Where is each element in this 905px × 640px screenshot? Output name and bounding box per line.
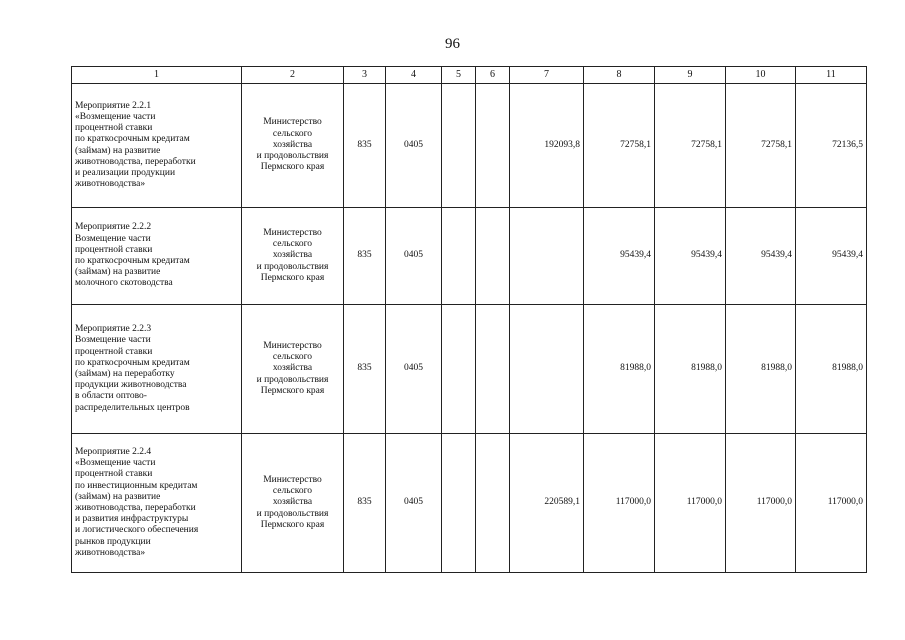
ministry-code-cell: 835	[344, 305, 386, 434]
ministry-code-cell: 835	[344, 84, 386, 208]
section-code-cell: 0405	[386, 434, 442, 573]
column-header: 7	[510, 67, 584, 84]
value-cell: 192093,8	[510, 84, 584, 208]
target-article-cell	[442, 84, 476, 208]
table-row	[72, 305, 867, 434]
section-code-cell: 0405	[386, 84, 442, 208]
value-cell: 117000,0	[655, 434, 726, 573]
value-cell: 72758,1	[655, 84, 726, 208]
page-number: 96	[445, 36, 460, 52]
budget-table	[71, 66, 867, 573]
executor-cell: Министерство сельского хозяйства и продовольствия Пермского края	[242, 434, 344, 573]
target-article-cell	[442, 434, 476, 573]
column-header: 1	[72, 67, 242, 84]
value-cell: 117000,0	[796, 434, 867, 573]
expense-type-cell	[476, 208, 510, 305]
column-header: 8	[584, 67, 655, 84]
value-cell: 95439,4	[796, 208, 867, 305]
column-header: 3	[344, 67, 386, 84]
column-header: 9	[655, 67, 726, 84]
column-header: 5	[442, 67, 476, 84]
header-row	[72, 67, 867, 84]
measure-name-cell: Мероприятие 2.2.3 Возмещение части процентной ставки по краткосрочным кредитам (займам) на переработку продукции животноводства в области оптово- распределительных центров	[72, 305, 242, 434]
column-header: 6	[476, 67, 510, 84]
expense-type-cell	[476, 84, 510, 208]
measure-name-cell: Мероприятие 2.2.4 «Возмещение части процентной ставки по инвестиционным кредитам (займам) на развитие животноводства, переработки и развития инфраструктуры и логистического обеспечения рынков продукции животноводства»	[72, 434, 242, 573]
table-row	[72, 434, 867, 573]
executor-cell: Министерство сельского хозяйства и продовольствия Пермского края	[242, 84, 344, 208]
target-article-cell	[442, 305, 476, 434]
value-cell: 72758,1	[726, 84, 796, 208]
measure-name-cell: Мероприятие 2.2.1 «Возмещение части процентной ставки по краткосрочным кредитам (займам) на развитие животноводства, переработки и реализации продукции животноводства»	[72, 84, 242, 208]
ministry-code-cell: 835	[344, 208, 386, 305]
target-article-cell	[442, 208, 476, 305]
expense-type-cell	[476, 434, 510, 573]
value-cell: 72136,5	[796, 84, 867, 208]
section-code-cell: 0405	[386, 208, 442, 305]
executor-cell: Министерство сельского хозяйства и продовольствия Пермского края	[242, 305, 344, 434]
section-code-cell: 0405	[386, 305, 442, 434]
column-header: 10	[726, 67, 796, 84]
value-cell: 81988,0	[584, 305, 655, 434]
column-header: 2	[242, 67, 344, 84]
value-cell: 95439,4	[584, 208, 655, 305]
column-header: 4	[386, 67, 442, 84]
value-cell	[510, 305, 584, 434]
value-cell: 220589,1	[510, 434, 584, 573]
value-cell: 95439,4	[655, 208, 726, 305]
executor-cell: Министерство сельского хозяйства и продовольствия Пермского края	[242, 208, 344, 305]
value-cell: 117000,0	[584, 434, 655, 573]
expense-type-cell	[476, 305, 510, 434]
value-cell: 81988,0	[726, 305, 796, 434]
table-row	[72, 84, 867, 208]
measure-name-cell: Мероприятие 2.2.2 Возмещение части процентной ставки по краткосрочным кредитам (займам) на развитие молочного скотоводства	[72, 208, 242, 305]
value-cell: 95439,4	[726, 208, 796, 305]
table-row	[72, 208, 867, 305]
value-cell: 81988,0	[796, 305, 867, 434]
ministry-code-cell: 835	[344, 434, 386, 573]
column-header: 11	[796, 67, 867, 84]
value-cell: 117000,0	[726, 434, 796, 573]
value-cell	[510, 208, 584, 305]
value-cell: 72758,1	[584, 84, 655, 208]
value-cell: 81988,0	[655, 305, 726, 434]
